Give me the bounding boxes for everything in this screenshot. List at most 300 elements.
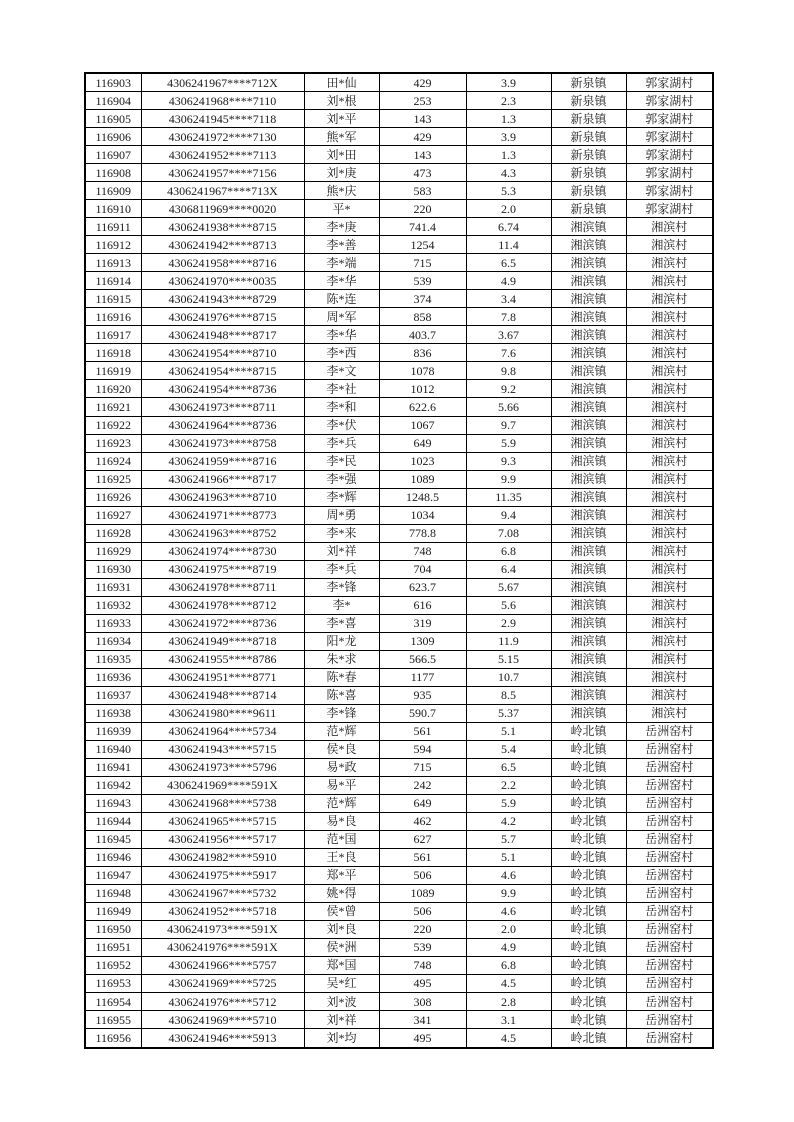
person-name: 刘*祥: [304, 542, 379, 560]
area: 6.8: [466, 542, 551, 560]
table-row: [85, 92, 713, 110]
amount: 649: [379, 434, 466, 452]
table-row: [85, 596, 713, 614]
row-id: 116941: [85, 758, 141, 776]
village: 岳洲窑村: [626, 830, 713, 848]
row-id: 116948: [85, 884, 141, 902]
amount: 704: [379, 560, 466, 578]
amount: 242: [379, 776, 466, 794]
town: 湘滨镇: [551, 452, 626, 470]
id-card-masked: 4306241952****5718: [141, 902, 304, 920]
amount: 1067: [379, 416, 466, 434]
village: 湘滨村: [626, 686, 713, 704]
amount: 715: [379, 758, 466, 776]
amount: 715: [379, 254, 466, 272]
village: 岳洲窑村: [626, 812, 713, 830]
person-name: 李*华: [304, 326, 379, 344]
village: 岳洲窑村: [626, 920, 713, 938]
village: 郭家湖村: [626, 128, 713, 146]
village: 湘滨村: [626, 272, 713, 290]
row-id: 116945: [85, 830, 141, 848]
amount: 561: [379, 848, 466, 866]
person-name: 王*良: [304, 848, 379, 866]
village: 岳洲窑村: [626, 974, 713, 992]
row-id: 116914: [85, 272, 141, 290]
row-id: 116949: [85, 902, 141, 920]
table-row: [85, 146, 713, 164]
amount: 616: [379, 596, 466, 614]
row-id: 116947: [85, 866, 141, 884]
table-row: [85, 704, 713, 722]
row-id: 116934: [85, 632, 141, 650]
row-id: 116921: [85, 398, 141, 416]
id-card-masked: 4306241949****8718: [141, 632, 304, 650]
amount: 649: [379, 794, 466, 812]
id-card-masked: 4306241959****8716: [141, 452, 304, 470]
table-row: [85, 812, 713, 830]
area: 11.9: [466, 632, 551, 650]
amount: 1309: [379, 632, 466, 650]
table-row: [85, 218, 713, 236]
row-id: 116923: [85, 434, 141, 452]
village: 湘滨村: [626, 236, 713, 254]
id-card-masked: 4306241942****8713: [141, 236, 304, 254]
person-name: 吴*红: [304, 974, 379, 992]
town: 新泉镇: [551, 92, 626, 110]
amount: 836: [379, 344, 466, 362]
village: 湘滨村: [626, 416, 713, 434]
row-id: 116936: [85, 668, 141, 686]
id-card-masked: 4306241969****5725: [141, 974, 304, 992]
town: 岭北镇: [551, 812, 626, 830]
amount: 1089: [379, 470, 466, 488]
village: 湘滨村: [626, 596, 713, 614]
row-id: 116903: [85, 73, 141, 92]
village: 湘滨村: [626, 524, 713, 542]
row-id: 116917: [85, 326, 141, 344]
row-id: 116907: [85, 146, 141, 164]
town: 岭北镇: [551, 866, 626, 884]
village: 郭家湖村: [626, 146, 713, 164]
town: 湘滨镇: [551, 398, 626, 416]
row-id: 116940: [85, 740, 141, 758]
village: 湘滨村: [626, 578, 713, 596]
table-row: [85, 722, 713, 740]
id-card-masked: 4306241973****8711: [141, 398, 304, 416]
village: 岳洲窑村: [626, 1029, 713, 1048]
person-name: 郑*平: [304, 866, 379, 884]
area: 6.8: [466, 956, 551, 974]
town: 湘滨镇: [551, 362, 626, 380]
town: 湘滨镇: [551, 272, 626, 290]
area: 9.2: [466, 380, 551, 398]
row-id: 116954: [85, 993, 141, 1011]
area: 2.3: [466, 92, 551, 110]
village: 湘滨村: [626, 362, 713, 380]
area: 5.37: [466, 704, 551, 722]
town: 湘滨镇: [551, 254, 626, 272]
table-row: [85, 1029, 713, 1048]
amount: 495: [379, 1029, 466, 1048]
town: 岭北镇: [551, 956, 626, 974]
amount: 748: [379, 956, 466, 974]
area: 6.5: [466, 254, 551, 272]
area: 6.74: [466, 218, 551, 236]
amount: 319: [379, 614, 466, 632]
town: 湘滨镇: [551, 344, 626, 362]
person-name: 李*庚: [304, 218, 379, 236]
area: 11.4: [466, 236, 551, 254]
amount: 429: [379, 73, 466, 92]
row-id: 116909: [85, 182, 141, 200]
town: 湘滨镇: [551, 614, 626, 632]
row-id: 116930: [85, 560, 141, 578]
person-name: 李*辉: [304, 488, 379, 506]
row-id: 116951: [85, 938, 141, 956]
id-card-masked: 4306241969****591X: [141, 776, 304, 794]
amount: 506: [379, 866, 466, 884]
id-card-masked: 4306241954****8715: [141, 362, 304, 380]
village: 湘滨村: [626, 398, 713, 416]
id-card-masked: 4306241948****8717: [141, 326, 304, 344]
area: 1.3: [466, 110, 551, 128]
id-card-masked: 4306241970****0035: [141, 272, 304, 290]
person-name: 刘*波: [304, 993, 379, 1011]
amount: 623.7: [379, 578, 466, 596]
area: 2.0: [466, 920, 551, 938]
town: 湘滨镇: [551, 650, 626, 668]
id-card-masked: 4306241972****8736: [141, 614, 304, 632]
id-card-masked: 4306241952****7113: [141, 146, 304, 164]
amount: 1012: [379, 380, 466, 398]
table-row: [85, 272, 713, 290]
area: 4.5: [466, 974, 551, 992]
row-id: 116905: [85, 110, 141, 128]
id-card-masked: 4306241976****591X: [141, 938, 304, 956]
table-row: [85, 290, 713, 308]
village: 湘滨村: [626, 614, 713, 632]
town: 岭北镇: [551, 758, 626, 776]
town: 湘滨镇: [551, 488, 626, 506]
row-id: 116927: [85, 506, 141, 524]
row-id: 116943: [85, 794, 141, 812]
id-card-masked: 4306241957****7156: [141, 164, 304, 182]
village: 郭家湖村: [626, 200, 713, 218]
row-id: 116932: [85, 596, 141, 614]
area: 8.5: [466, 686, 551, 704]
area: 5.1: [466, 722, 551, 740]
person-name: 朱*求: [304, 650, 379, 668]
person-name: 熊*军: [304, 128, 379, 146]
person-name: 平*: [304, 200, 379, 218]
village: 岳洲窑村: [626, 956, 713, 974]
id-card-masked: 4306241978****8712: [141, 596, 304, 614]
area: 9.9: [466, 884, 551, 902]
table-row: [85, 542, 713, 560]
row-id: 116946: [85, 848, 141, 866]
person-name: 刘*根: [304, 92, 379, 110]
row-id: 116933: [85, 614, 141, 632]
person-name: 刘*庚: [304, 164, 379, 182]
id-card-masked: 4306241973****8758: [141, 434, 304, 452]
amount: 1089: [379, 884, 466, 902]
area: 5.1: [466, 848, 551, 866]
amount: 220: [379, 920, 466, 938]
table-row: [85, 182, 713, 200]
person-name: 范*辉: [304, 794, 379, 812]
table-row: [85, 794, 713, 812]
amount: 1248.5: [379, 488, 466, 506]
id-card-masked: 4306241967****5732: [141, 884, 304, 902]
table-row: [85, 200, 713, 218]
village: 湘滨村: [626, 470, 713, 488]
amount: 778.8: [379, 524, 466, 542]
table-row: [85, 128, 713, 146]
amount: 143: [379, 110, 466, 128]
amount: 1034: [379, 506, 466, 524]
table-row: [85, 956, 713, 974]
table-row: [85, 380, 713, 398]
amount: 539: [379, 938, 466, 956]
id-card-masked: 4306241951****8771: [141, 668, 304, 686]
person-name: 李*民: [304, 452, 379, 470]
amount: 561: [379, 722, 466, 740]
amount: 341: [379, 1011, 466, 1029]
id-card-masked: 4306241980****9611: [141, 704, 304, 722]
area: 5.67: [466, 578, 551, 596]
person-name: 李*来: [304, 524, 379, 542]
village: 湘滨村: [626, 560, 713, 578]
amount: 1023: [379, 452, 466, 470]
village: 岳洲窑村: [626, 866, 713, 884]
table-row: [85, 73, 713, 92]
person-name: 陈*喜: [304, 686, 379, 704]
id-card-masked: 4306241967****712X: [141, 73, 304, 92]
village: 岳洲窑村: [626, 902, 713, 920]
row-id: 116924: [85, 452, 141, 470]
area: 6.5: [466, 758, 551, 776]
table-row: [85, 470, 713, 488]
row-id: 116904: [85, 92, 141, 110]
area: 5.4: [466, 740, 551, 758]
village: 湘滨村: [626, 668, 713, 686]
table-row: [85, 848, 713, 866]
amount: 748: [379, 542, 466, 560]
amount: 143: [379, 146, 466, 164]
area: 11.35: [466, 488, 551, 506]
village: 湘滨村: [626, 488, 713, 506]
table-row: [85, 236, 713, 254]
area: 2.0: [466, 200, 551, 218]
id-card-masked: 4306241975****8719: [141, 560, 304, 578]
town: 湘滨镇: [551, 560, 626, 578]
village: 岳洲窑村: [626, 722, 713, 740]
village: 湘滨村: [626, 542, 713, 560]
table-row: [85, 668, 713, 686]
id-card-masked: 4306241964****8736: [141, 416, 304, 434]
area: 3.9: [466, 73, 551, 92]
row-id: 116919: [85, 362, 141, 380]
village: 湘滨村: [626, 380, 713, 398]
id-card-masked: 4306241946****5913: [141, 1029, 304, 1048]
village: 岳洲窑村: [626, 776, 713, 794]
person-name: 范*辉: [304, 722, 379, 740]
row-id: 116908: [85, 164, 141, 182]
town: 湘滨镇: [551, 434, 626, 452]
town: 新泉镇: [551, 200, 626, 218]
row-id: 116918: [85, 344, 141, 362]
id-card-masked: 4306241948****8714: [141, 686, 304, 704]
amount: 429: [379, 128, 466, 146]
area: 1.3: [466, 146, 551, 164]
row-id: 116955: [85, 1011, 141, 1029]
row-id: 116952: [85, 956, 141, 974]
row-id: 116906: [85, 128, 141, 146]
village: 郭家湖村: [626, 182, 713, 200]
village: 岳洲窑村: [626, 794, 713, 812]
village: 湘滨村: [626, 326, 713, 344]
village: 岳洲窑村: [626, 758, 713, 776]
id-card-masked: 4306241982****5910: [141, 848, 304, 866]
table-row: [85, 488, 713, 506]
table-row: [85, 524, 713, 542]
table-row: [85, 920, 713, 938]
amount: 1078: [379, 362, 466, 380]
area: 3.9: [466, 128, 551, 146]
town: 湘滨镇: [551, 578, 626, 596]
row-id: 116937: [85, 686, 141, 704]
town: 湘滨镇: [551, 416, 626, 434]
table-row: [85, 362, 713, 380]
town: 湘滨镇: [551, 686, 626, 704]
table-row: [85, 560, 713, 578]
area: 10.7: [466, 668, 551, 686]
village: 湘滨村: [626, 290, 713, 308]
id-card-masked: 4306241971****8773: [141, 506, 304, 524]
table-row: [85, 434, 713, 452]
amount: 594: [379, 740, 466, 758]
id-card-masked: 4306241976****5712: [141, 993, 304, 1011]
person-name: 李*: [304, 596, 379, 614]
table-row: [85, 110, 713, 128]
table-row: [85, 632, 713, 650]
town: 湘滨镇: [551, 506, 626, 524]
person-name: 阳*龙: [304, 632, 379, 650]
row-id: 116928: [85, 524, 141, 542]
area: 4.2: [466, 812, 551, 830]
town: 岭北镇: [551, 830, 626, 848]
row-id: 116953: [85, 974, 141, 992]
id-card-masked: 4306241975****5917: [141, 866, 304, 884]
area: 2.8: [466, 993, 551, 1011]
row-id: 116922: [85, 416, 141, 434]
area: 4.6: [466, 866, 551, 884]
person-name: 易*政: [304, 758, 379, 776]
village: 岳洲窑村: [626, 848, 713, 866]
amount: 622.6: [379, 398, 466, 416]
village: 湘滨村: [626, 704, 713, 722]
town: 新泉镇: [551, 73, 626, 92]
person-name: 熊*庆: [304, 182, 379, 200]
village: 湘滨村: [626, 218, 713, 236]
town: 岭北镇: [551, 794, 626, 812]
town: 湘滨镇: [551, 470, 626, 488]
town: 湘滨镇: [551, 290, 626, 308]
person-name: 范*国: [304, 830, 379, 848]
village: 郭家湖村: [626, 110, 713, 128]
table-row: [85, 452, 713, 470]
id-card-masked: 4306241967****713X: [141, 182, 304, 200]
amount: 539: [379, 272, 466, 290]
person-name: 侯*曾: [304, 902, 379, 920]
id-card-masked: 4306241945****7118: [141, 110, 304, 128]
row-id: 116925: [85, 470, 141, 488]
row-id: 116931: [85, 578, 141, 596]
town: 新泉镇: [551, 110, 626, 128]
town: 岭北镇: [551, 920, 626, 938]
amount: 1254: [379, 236, 466, 254]
id-card-masked: 4306241966****8717: [141, 470, 304, 488]
table-row: [85, 326, 713, 344]
row-id: 116926: [85, 488, 141, 506]
area: 9.4: [466, 506, 551, 524]
town: 湘滨镇: [551, 326, 626, 344]
town: 岭北镇: [551, 848, 626, 866]
town: 岭北镇: [551, 902, 626, 920]
amount: 308: [379, 993, 466, 1011]
person-name: 李*伏: [304, 416, 379, 434]
town: 湘滨镇: [551, 236, 626, 254]
id-card-masked: 4306241974****8730: [141, 542, 304, 560]
area: 5.7: [466, 830, 551, 848]
table-row: [85, 902, 713, 920]
person-name: 李*端: [304, 254, 379, 272]
person-name: 刘*祥: [304, 1011, 379, 1029]
area: 5.9: [466, 794, 551, 812]
amount: 590.7: [379, 704, 466, 722]
table-row: [85, 740, 713, 758]
table-row: [85, 830, 713, 848]
area: 9.8: [466, 362, 551, 380]
amount: 858: [379, 308, 466, 326]
town: 岭北镇: [551, 776, 626, 794]
town: 新泉镇: [551, 128, 626, 146]
amount: 473: [379, 164, 466, 182]
area: 6.4: [466, 560, 551, 578]
area: 9.3: [466, 452, 551, 470]
village: 郭家湖村: [626, 164, 713, 182]
town: 湘滨镇: [551, 380, 626, 398]
id-card-masked: 4306241972****7130: [141, 128, 304, 146]
id-card-masked: 4306241973****5796: [141, 758, 304, 776]
amount: 495: [379, 974, 466, 992]
id-card-masked: 4306241966****5757: [141, 956, 304, 974]
id-card-masked: 4306241969****5710: [141, 1011, 304, 1029]
table-row: [85, 993, 713, 1011]
area: 3.4: [466, 290, 551, 308]
row-id: 116929: [85, 542, 141, 560]
area: 7.6: [466, 344, 551, 362]
id-card-masked: 4306241943****8729: [141, 290, 304, 308]
area: 3.1: [466, 1011, 551, 1029]
town: 湘滨镇: [551, 524, 626, 542]
table-row: [85, 506, 713, 524]
amount: 403.7: [379, 326, 466, 344]
person-name: 刘*平: [304, 110, 379, 128]
person-name: 李*兵: [304, 434, 379, 452]
row-id: 116916: [85, 308, 141, 326]
area: 9.7: [466, 416, 551, 434]
